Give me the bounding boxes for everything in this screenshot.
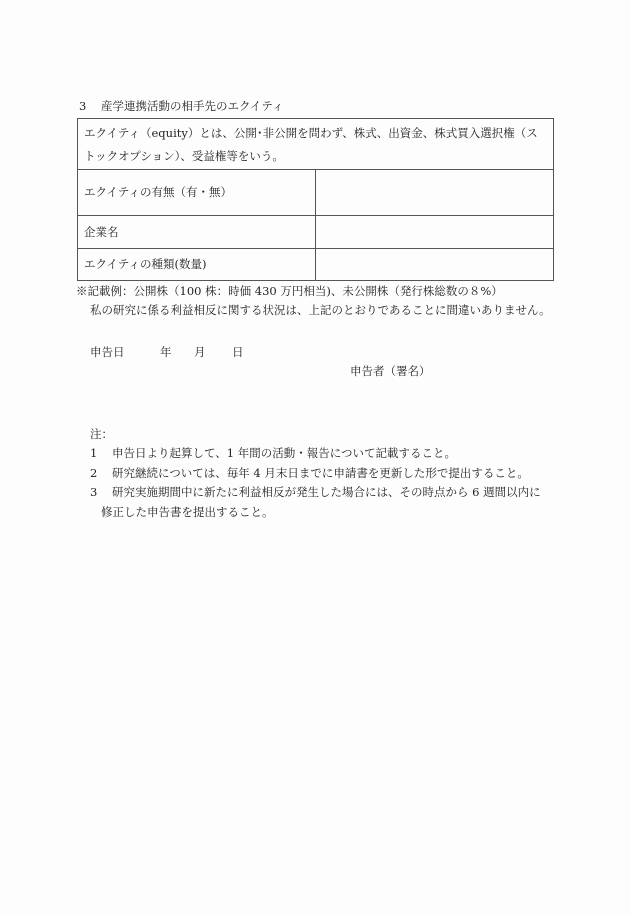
table-row [78,249,554,281]
equity-presence-field[interactable] [316,170,554,216]
note-text: 研究実施期間中に新たに利益相反が発生した場合には、その時点から 6 週間以内に [112,485,541,499]
table-row [78,216,554,249]
row-label-company-name: 企業名 [78,216,316,249]
list-item [90,444,560,464]
date-label: 申告日 [90,345,125,359]
equity-definition: エクイティ（equity）とは、公開･非公開を問わず、株式、出資金、株式買入選択権（ストックオプション）、受益権等をいう。 [78,119,554,170]
declaration-statement: 私の研究に係る利益相反に関する状況は、上記のとおりであることに間違いありません。 [90,303,551,317]
section-title-text: 産学連携活動の相手先のエクイティ [101,99,284,113]
notes-list [90,444,560,522]
list-item [90,464,560,484]
table-row-definition [78,119,554,170]
declaration-date [90,344,244,360]
note-number: 1 [90,446,98,460]
equity-table [77,118,554,281]
list-item [90,483,560,503]
date-day: 日 [232,345,244,359]
note-text: 研究継続については、毎年 4 月末日までに申請書を更新した形で提出すること。 [112,465,529,480]
row-label-equity-presence: エクイティの有無（有・無） [78,170,316,216]
table-row [78,170,554,216]
date-month: 月 [194,345,206,359]
row-label-equity-type: エクイティの種類(数量) [78,249,316,281]
note-continuation: 修正した申告書を提出すること。 [101,504,274,519]
section-heading [79,98,284,114]
equity-type-field[interactable] [316,249,554,281]
company-name-field[interactable] [316,216,554,249]
note-number: 3 [90,485,98,499]
signer-label: 申告者（署名） [350,364,431,378]
notes-heading: 注： [90,427,113,441]
note-number: 2 [90,465,98,480]
note-text: 申告日より起算して、1 年間の活動・報告について記載すること。 [112,446,457,460]
section-number: 3 [79,99,87,113]
date-year: 年 [160,345,172,359]
example-note: ※記載例：公開株（100 株：時価 430 万円相当)、未公開株（発行株総数の８%） [76,284,503,298]
